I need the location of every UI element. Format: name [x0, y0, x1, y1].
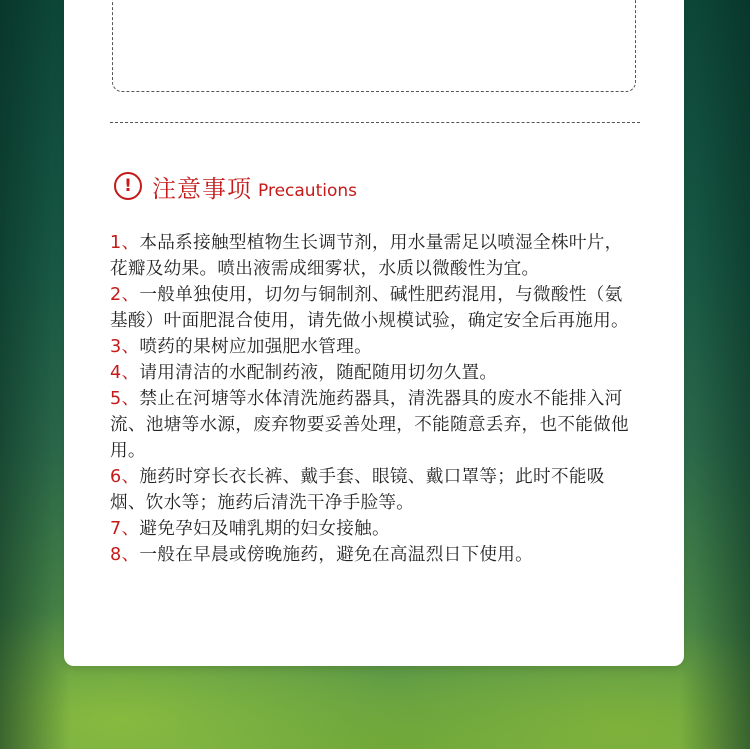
precaution-item-4: [110, 360, 640, 386]
precaution-item-5: [110, 386, 640, 464]
precaution-item-7: [110, 516, 640, 542]
background-shade-left: [0, 0, 70, 749]
heading-title-cn: 注意事项: [152, 174, 252, 203]
precaution-item-6: [110, 464, 640, 516]
image-placeholder-frame: [112, 0, 636, 92]
precaution-item-2: [110, 282, 640, 334]
item-text: 本品系接触型植物生长调节剂，用水量需足以喷湿全株叶片，花瓣及幼果。喷出液需成细雾状，水质以微酸性为宜。: [110, 233, 623, 279]
precaution-item-8: [110, 542, 640, 568]
item-text: 一般单独使用，切勿与铜制剂、碱性肥药混用，与微酸性（氨基酸）叶面肥混合使用，请先做小规模试验，确定安全后再施用。: [110, 285, 629, 331]
content-card: [64, 0, 684, 666]
item-text: 施药时穿长衣长裤、戴手套、眼镜、戴口罩等；此时不能吸烟、饮水等；施药后清洗干净手脸等。: [110, 467, 605, 513]
item-text: 喷药的果树应加强肥水管理。: [139, 337, 373, 357]
item-text: 请用清洁的水配制药液，随配随用切勿久置。: [139, 363, 498, 383]
item-text: 一般在早晨或傍晚施药，避免在高温烈日下使用。: [139, 545, 534, 565]
item-text: 禁止在河塘等水体清洗施药器具，清洗器具的废水不能排入河流、池塘等水源，废弃物要妥善处理，不能随意丢弃，也不能做他用。: [110, 389, 629, 461]
item-number: 4、: [110, 363, 140, 383]
section-heading: [114, 169, 357, 203]
precautions-list: [110, 230, 640, 568]
item-number: 5、: [110, 389, 140, 409]
background-shade-right: [680, 0, 750, 749]
item-number: 6、: [110, 467, 140, 487]
exclamation-circle-icon: !: [114, 172, 142, 200]
item-number: 7、: [110, 519, 140, 539]
item-number: 8、: [110, 545, 140, 565]
precaution-item-1: [110, 230, 640, 282]
dashed-divider: [110, 122, 640, 123]
item-number: 3、: [110, 337, 140, 357]
item-text: 避免孕妇及哺乳期的妇女接触。: [139, 519, 390, 539]
precaution-item-3: [110, 334, 640, 360]
heading-title-en: Precautions: [258, 181, 357, 201]
item-number: 1、: [110, 233, 140, 253]
item-number: 2、: [110, 285, 140, 305]
